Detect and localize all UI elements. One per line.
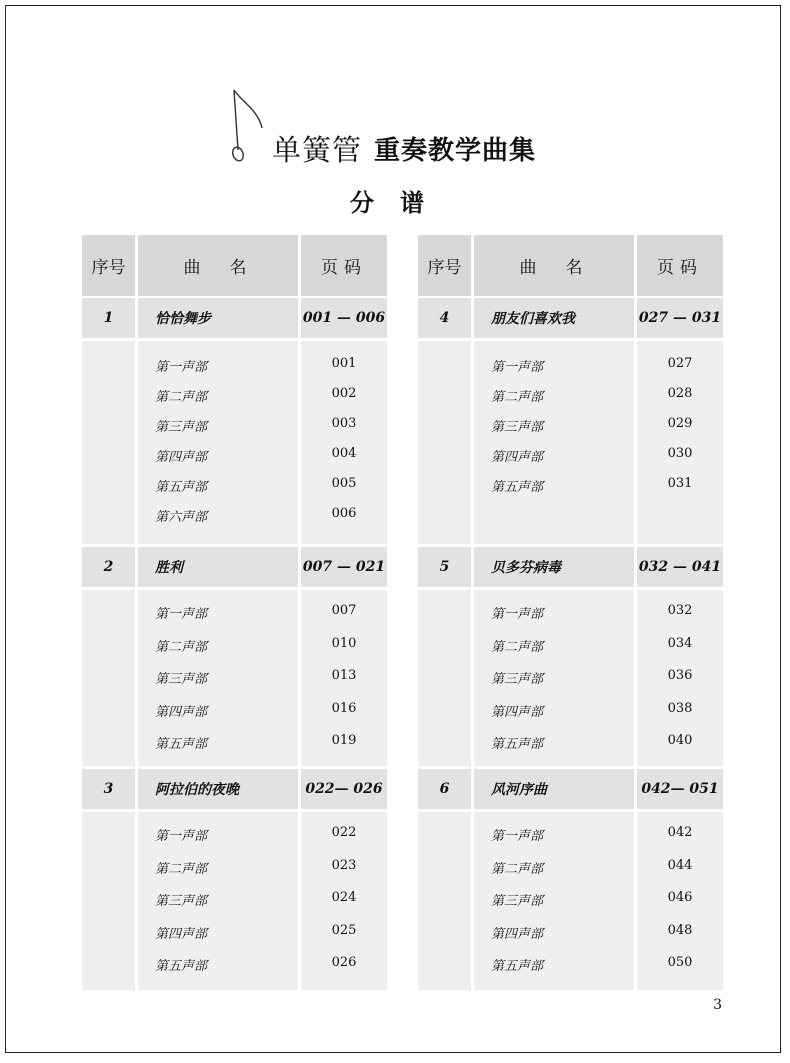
song-title: 朋友们喜欢我 (474, 298, 634, 338)
section-title: 分谱 (350, 188, 450, 217)
cell-background (637, 341, 723, 544)
part-name: 第三声部 (491, 420, 544, 435)
part-name: 第二声部 (155, 390, 208, 405)
song-title: 胜利 (138, 547, 298, 587)
song-page-range: 042— 051 (637, 769, 723, 809)
part-page: 036 (667, 668, 693, 683)
header-page: 页码 (637, 235, 723, 296)
part-name: 第四声部 (155, 450, 208, 465)
song-number: 5 (418, 547, 471, 587)
part-page: 004 (331, 446, 357, 461)
part-name: 第二声部 (155, 861, 208, 877)
part-page: 050 (667, 955, 693, 970)
part-page: 025 (331, 922, 357, 938)
part-name: 第五声部 (491, 959, 544, 974)
part-page: 029 (667, 416, 693, 431)
song-title: 恰恰舞步 (138, 298, 298, 338)
song-title: 阿拉伯的夜晚 (138, 769, 298, 809)
part-page: 023 (331, 857, 357, 873)
part-name: 第三声部 (155, 672, 208, 687)
cell-background (418, 590, 471, 766)
part-name: 第二声部 (155, 639, 208, 655)
part-name: 第一声部 (491, 607, 544, 622)
part-page: 044 (667, 857, 693, 873)
part-page: 010 (331, 635, 357, 651)
song-page-range: 007 — 021 (301, 547, 387, 587)
cell-background (82, 341, 135, 544)
cell-background (82, 812, 135, 990)
part-name: 第三声部 (491, 894, 544, 909)
part-page: 027 (667, 356, 693, 371)
song-title: 贝多芬病毒 (474, 547, 634, 587)
part-page: 030 (667, 446, 693, 461)
part-page: 034 (667, 635, 693, 651)
part-name: 第四声部 (491, 704, 544, 720)
cell-background (418, 341, 471, 544)
song-title: 风河序曲 (474, 769, 634, 809)
part-name: 第一声部 (155, 607, 208, 622)
part-name: 第二声部 (491, 639, 544, 655)
part-page: 019 (331, 733, 357, 748)
part-name: 第四声部 (155, 704, 208, 720)
part-name: 第一声部 (491, 360, 544, 375)
part-name: 第三声部 (155, 420, 208, 435)
part-name: 第四声部 (491, 926, 544, 942)
part-page: 005 (331, 476, 357, 491)
part-name: 第五声部 (491, 737, 544, 752)
cell-background (82, 590, 135, 766)
page-number: 3 (713, 997, 722, 1013)
song-number: 2 (82, 547, 135, 587)
part-name: 第二声部 (491, 390, 544, 405)
part-name: 第六声部 (155, 510, 208, 525)
part-page: 006 (331, 506, 357, 521)
song-number: 1 (82, 298, 135, 338)
header-name: 曲 名 (474, 235, 634, 296)
part-page: 038 (667, 700, 693, 716)
part-page: 007 (331, 603, 357, 618)
part-page: 032 (667, 603, 693, 618)
part-page: 016 (331, 700, 357, 716)
part-page: 026 (331, 955, 357, 970)
part-name: 第五声部 (491, 480, 544, 495)
song-number: 3 (82, 769, 135, 809)
part-page: 040 (667, 733, 693, 748)
book-subtitle: 重奏教学曲集 (374, 136, 537, 166)
part-page: 002 (331, 386, 357, 401)
song-number: 6 (418, 769, 471, 809)
part-page: 046 (667, 890, 693, 905)
part-name: 第一声部 (491, 829, 544, 844)
song-page-range: 001 — 006 (301, 298, 387, 338)
part-name: 第一声部 (155, 829, 208, 844)
part-name: 第四声部 (155, 926, 208, 942)
song-page-range: 027 — 031 (637, 298, 723, 338)
part-page: 042 (667, 825, 693, 840)
part-name: 第四声部 (491, 450, 544, 465)
header-page: 页码 (301, 235, 387, 296)
song-number: 4 (418, 298, 471, 338)
music-note-icon (228, 88, 268, 168)
header-name: 曲 名 (138, 235, 298, 296)
part-page: 048 (667, 922, 693, 938)
header-no: 序号 (418, 235, 471, 296)
part-page: 024 (331, 890, 357, 905)
cell-background (418, 812, 471, 990)
header-no: 序号 (82, 235, 135, 296)
part-name: 第二声部 (491, 861, 544, 877)
part-name: 第五声部 (155, 959, 208, 974)
song-page-range: 032 — 041 (637, 547, 723, 587)
book-title: 单簧管 (272, 133, 363, 167)
part-name: 第五声部 (155, 480, 208, 495)
part-name: 第五声部 (155, 737, 208, 752)
part-name: 第三声部 (155, 894, 208, 909)
part-name: 第一声部 (155, 360, 208, 375)
part-page: 013 (331, 668, 357, 683)
part-page: 022 (331, 825, 357, 840)
part-page: 003 (331, 416, 357, 431)
part-page: 031 (667, 476, 693, 491)
part-page: 028 (667, 386, 693, 401)
part-name: 第三声部 (491, 672, 544, 687)
part-page: 001 (331, 356, 357, 371)
song-page-range: 022— 026 (301, 769, 387, 809)
